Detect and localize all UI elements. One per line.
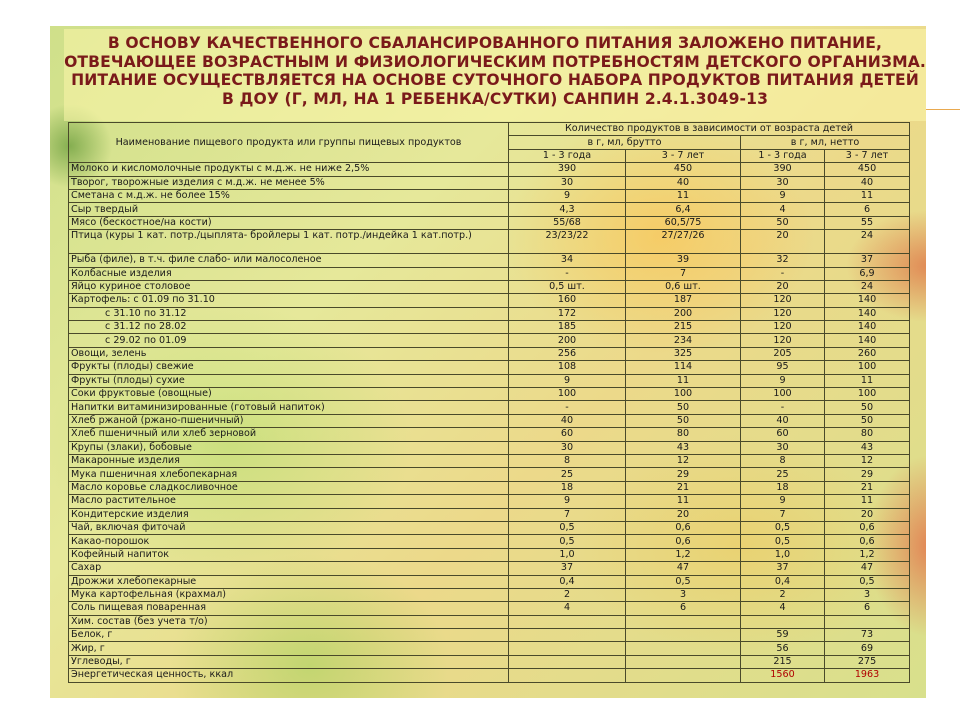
quantity-cell: 120 [741,321,825,334]
table-row [69,163,910,176]
quantity-cell: 140 [825,334,910,347]
quantity-cell: 200 [626,307,741,320]
quantity-cell: 0,6 [825,521,910,534]
quantity-cell: 11 [825,495,910,508]
quantity-cell: 37 [741,562,825,575]
table-row [69,441,910,454]
product-name-cell: Какао-порошок [69,535,509,548]
quantity-cell: 6,9 [825,267,910,280]
product-name-cell: Крупы (злаки), бобовые [69,441,509,454]
table-row [69,562,910,575]
header-gross: в г, мл, брутто [509,136,741,149]
table-row [69,189,910,202]
quantity-cell: 37 [509,562,626,575]
quantity-cell: 20 [741,230,825,254]
product-name-cell: с 31.12 по 28.02 [69,321,509,334]
quantity-cell [626,669,741,682]
table-row [69,495,910,508]
quantity-cell: 69 [825,642,910,655]
quantity-cell: 0,6 [626,521,741,534]
product-name-cell: Макаронные изделия [69,454,509,467]
quantity-cell: 20 [825,508,910,521]
quantity-cell: 47 [825,562,910,575]
quantity-cell: 25 [741,468,825,481]
quantity-cell: 1,0 [741,548,825,561]
quantity-cell: 0,4 [741,575,825,588]
quantity-cell: 0,6 [825,535,910,548]
quantity-cell [741,615,825,628]
table-row [69,230,910,254]
table-row [69,203,910,216]
quantity-cell: 39 [626,254,741,267]
quantity-cell: 185 [509,321,626,334]
quantity-cell: 0,4 [509,575,626,588]
product-name-cell: Углеводы, г [69,655,509,668]
quantity-cell: 172 [509,307,626,320]
corner-decoration-line [922,109,960,110]
quantity-cell: 3 [626,588,741,601]
quantity-cell: 18 [509,481,626,494]
quantity-cell: 3 [825,588,910,601]
quantity-cell: 24 [825,280,910,293]
table-row [69,374,910,387]
quantity-cell: 11 [825,374,910,387]
quantity-cell: 24 [825,230,910,254]
quantity-cell: 50 [626,401,741,414]
product-name-cell: Белок, г [69,629,509,642]
quantity-cell: 50 [825,414,910,427]
quantity-cell: 50 [825,401,910,414]
quantity-cell: 29 [825,468,910,481]
table-row [69,481,910,494]
quantity-cell: 234 [626,334,741,347]
quantity-cell: 12 [626,454,741,467]
table-row [69,280,910,293]
slide [50,26,926,698]
quantity-cell: 34 [509,254,626,267]
table-row [69,642,910,655]
quantity-cell: 390 [741,163,825,176]
quantity-cell: 11 [626,374,741,387]
table-row [69,267,910,280]
slide-title: В ОСНОВУ КАЧЕСТВЕННОГО СБАЛАНСИРОВАННОГО ПИТАНИЯ ЗАЛОЖЕНО ПИТАНИЕ, ОТВЕЧАЮЩЕЕ ВОЗРАСТНЫМ И ФИЗИОЛОГИЧЕСКИМ ПОТРЕБНОСТЯМ ДЕТСКОГО ОРГАНИЗМА. ПИТАНИЕ ОСУЩЕСТВЛЯЕТСЯ НА ОСНОВЕ СУТОЧНОГО НАБОРА ПРОДУКТОВ ПИТАНИЯ ДЕТЕЙ В ДОУ (Г, МЛ, НА 1 РЕБЕНКА/СУТКИ) САНПИН 2.4.1.3049-13 [64,34,926,108]
quantity-cell: 40 [509,414,626,427]
quantity-cell: 27/27/26 [626,230,741,254]
table-row [69,254,910,267]
quantity-cell: 18 [741,481,825,494]
quantity-cell [626,642,741,655]
product-name-cell: Картофель: с 01.09 по 31.10 [69,294,509,307]
quantity-cell [509,629,626,642]
quantity-cell: 9 [509,374,626,387]
quantity-cell: 73 [825,629,910,642]
quantity-cell: 200 [509,334,626,347]
quantity-cell: 260 [825,347,910,360]
quantity-cell: 140 [825,321,910,334]
quantity-cell: 95 [741,361,825,374]
quantity-cell: 0,5 [741,535,825,548]
quantity-cell: 160 [509,294,626,307]
table-row [69,321,910,334]
quantity-cell: 215 [741,655,825,668]
quantity-cell: 20 [626,508,741,521]
food-norms-table [68,122,910,683]
quantity-cell: 4 [741,602,825,615]
table-row [69,629,910,642]
quantity-cell: 60 [741,428,825,441]
table-row [69,388,910,401]
quantity-cell: 325 [626,347,741,360]
quantity-cell: 50 [626,414,741,427]
quantity-cell: 6 [626,602,741,615]
quantity-cell: 0,5 шт. [509,280,626,293]
product-name-cell: Овощи, зелень [69,347,509,360]
product-name-cell: Мясо (бескостное/на кости) [69,216,509,229]
product-name-cell: Мука пшеничная хлебопекарная [69,468,509,481]
quantity-cell: 11 [626,495,741,508]
product-name-cell: Сыр твердый [69,203,509,216]
quantity-cell: 100 [825,361,910,374]
product-name-cell: Кофейный напиток [69,548,509,561]
quantity-cell: 390 [509,163,626,176]
quantity-cell: 59 [741,629,825,642]
quantity-cell: 4,3 [509,203,626,216]
quantity-cell [626,615,741,628]
product-name-cell: Хлеб ржаной (ржано-пшеничный) [69,414,509,427]
product-name-cell: Масло коровье сладкосливочное [69,481,509,494]
product-name-cell: Яйцо куриное столовое [69,280,509,293]
table-row [69,454,910,467]
quantity-cell: 37 [825,254,910,267]
quantity-cell: 120 [741,334,825,347]
product-name-cell: Мука картофельная (крахмал) [69,588,509,601]
header-product-name: Наименование пищевого продукта или группы пищевых продуктов [69,123,509,163]
quantity-cell: 56 [741,642,825,655]
table-row [69,216,910,229]
quantity-cell [626,629,741,642]
product-name-cell: Молоко и кисломолочные продукты с м.д.ж. не ниже 2,5% [69,163,509,176]
quantity-cell: 275 [825,655,910,668]
quantity-cell: 6 [825,602,910,615]
quantity-cell: 0,6 [626,535,741,548]
quantity-cell: 9 [741,495,825,508]
quantity-cell: 120 [741,294,825,307]
quantity-cell: 120 [741,307,825,320]
product-name-cell: Фрукты (плоды) свежие [69,361,509,374]
header-net-age-1-3: 1 - 3 года [741,149,825,162]
table-row [69,428,910,441]
quantity-cell: 47 [626,562,741,575]
quantity-cell: 1,2 [825,548,910,561]
quantity-cell [509,642,626,655]
quantity-cell: 2 [509,588,626,601]
quantity-cell: 20 [741,280,825,293]
quantity-cell: 256 [509,347,626,360]
quantity-cell: - [509,401,626,414]
quantity-cell: 55/68 [509,216,626,229]
quantity-cell: 50 [741,216,825,229]
table-row [69,669,910,682]
quantity-cell: 100 [825,388,910,401]
product-name-cell: Рыба (филе), в т.ч. филе слабо- или малосоленое [69,254,509,267]
quantity-cell: 140 [825,307,910,320]
header-net: в г, мл, нетто [741,136,910,149]
quantity-cell: 0,5 [509,535,626,548]
quantity-cell: 9 [509,189,626,202]
quantity-cell: 25 [509,468,626,481]
table-row [69,307,910,320]
quantity-cell: 30 [509,441,626,454]
product-name-cell: Хлеб пшеничный или хлеб зерновой [69,428,509,441]
quantity-cell: 450 [626,163,741,176]
quantity-cell: 6 [825,203,910,216]
table-row [69,334,910,347]
quantity-cell: 80 [626,428,741,441]
product-name-cell: Соль пищевая поваренная [69,602,509,615]
table-row [69,548,910,561]
quantity-cell [626,655,741,668]
quantity-cell: 4 [509,602,626,615]
product-name-cell: Кондитерские изделия [69,508,509,521]
product-name-cell: Чай, включая фиточай [69,521,509,534]
quantity-cell: 43 [825,441,910,454]
quantity-cell: 2 [741,588,825,601]
quantity-cell: 8 [741,454,825,467]
quantity-cell: 30 [509,176,626,189]
quantity-cell: 0,5 [509,521,626,534]
quantity-cell: 9 [741,374,825,387]
quantity-cell: 450 [825,163,910,176]
table-row [69,361,910,374]
table-row [69,602,910,615]
quantity-cell: 8 [509,454,626,467]
quantity-cell [825,615,910,628]
quantity-cell: 30 [741,441,825,454]
quantity-cell: 100 [626,388,741,401]
quantity-cell: 205 [741,347,825,360]
quantity-cell: 187 [626,294,741,307]
quantity-cell: 1,0 [509,548,626,561]
quantity-cell: 40 [825,176,910,189]
quantity-cell: 7 [741,508,825,521]
product-name-cell: с 29.02 по 01.09 [69,334,509,347]
quantity-cell: 9 [509,495,626,508]
quantity-cell: 40 [741,414,825,427]
quantity-cell: 9 [741,189,825,202]
table-body [69,163,910,682]
quantity-cell: 1560 [741,669,825,682]
quantity-cell [509,655,626,668]
quantity-cell: 12 [825,454,910,467]
product-name-cell: Напитки витаминизированные (готовый напиток) [69,401,509,414]
table-row [69,615,910,628]
product-name-cell: Творог, творожные изделия с м.д.ж. не менее 5% [69,176,509,189]
product-name-cell: Соки фруктовые (овощные) [69,388,509,401]
product-name-cell: Фрукты (плоды) сухие [69,374,509,387]
product-name-cell: Дрожжи хлебопекарные [69,575,509,588]
product-name-cell: Колбасные изделия [69,267,509,280]
table-row [69,655,910,668]
quantity-cell: 7 [626,267,741,280]
table-row [69,521,910,534]
table-row [69,347,910,360]
quantity-cell: - [509,267,626,280]
quantity-cell [509,669,626,682]
quantity-cell: 21 [825,481,910,494]
product-name-cell: Сахар [69,562,509,575]
header-net-age-3-7: 3 - 7 лет [825,149,910,162]
header-gross-age-3-7: 3 - 7 лет [626,149,741,162]
quantity-cell: 23/23/22 [509,230,626,254]
quantity-cell: 60 [509,428,626,441]
table-row [69,176,910,189]
product-name-cell: Птица (куры 1 кат. потр./цыплята- бройлеры 1 кат. потр./индейка 1 кат.потр.) [69,230,509,254]
table-row [69,535,910,548]
product-name-cell: Сметана с м.д.ж. не более 15% [69,189,509,202]
quantity-cell: 1,2 [626,548,741,561]
quantity-cell: 140 [825,294,910,307]
table-row [69,294,910,307]
quantity-cell: - [741,267,825,280]
quantity-cell: 11 [626,189,741,202]
quantity-cell: 30 [741,176,825,189]
quantity-cell: 114 [626,361,741,374]
table-row [69,508,910,521]
table-row [69,575,910,588]
quantity-cell: 4 [741,203,825,216]
quantity-cell: 6,4 [626,203,741,216]
quantity-cell: 43 [626,441,741,454]
quantity-cell: 60,5/75 [626,216,741,229]
quantity-cell: 80 [825,428,910,441]
quantity-cell: 55 [825,216,910,229]
header-gross-age-1-3: 1 - 3 года [509,149,626,162]
quantity-cell: 108 [509,361,626,374]
quantity-cell: 0,5 [626,575,741,588]
quantity-cell: 40 [626,176,741,189]
table-row [69,588,910,601]
quantity-cell: 100 [741,388,825,401]
quantity-cell: 1963 [825,669,910,682]
quantity-cell: 215 [626,321,741,334]
quantity-cell: 0,6 шт. [626,280,741,293]
quantity-cell: 0,5 [741,521,825,534]
table-row [69,401,910,414]
table-row [69,414,910,427]
table-row [69,468,910,481]
product-name-cell: Хим. состав (без учета т/о) [69,615,509,628]
quantity-cell: 100 [509,388,626,401]
quantity-cell: 21 [626,481,741,494]
product-name-cell: Жир, г [69,642,509,655]
product-name-cell: с 31.10 по 31.12 [69,307,509,320]
quantity-cell: - [741,401,825,414]
quantity-cell: 11 [825,189,910,202]
quantity-cell: 32 [741,254,825,267]
header-quantity: Количество продуктов в зависимости от возраста детей [509,123,910,136]
quantity-cell [509,615,626,628]
quantity-cell: 29 [626,468,741,481]
quantity-cell: 0,5 [825,575,910,588]
quantity-cell: 7 [509,508,626,521]
product-name-cell: Масло растительное [69,495,509,508]
product-name-cell: Энергетическая ценность, ккал [69,669,509,682]
